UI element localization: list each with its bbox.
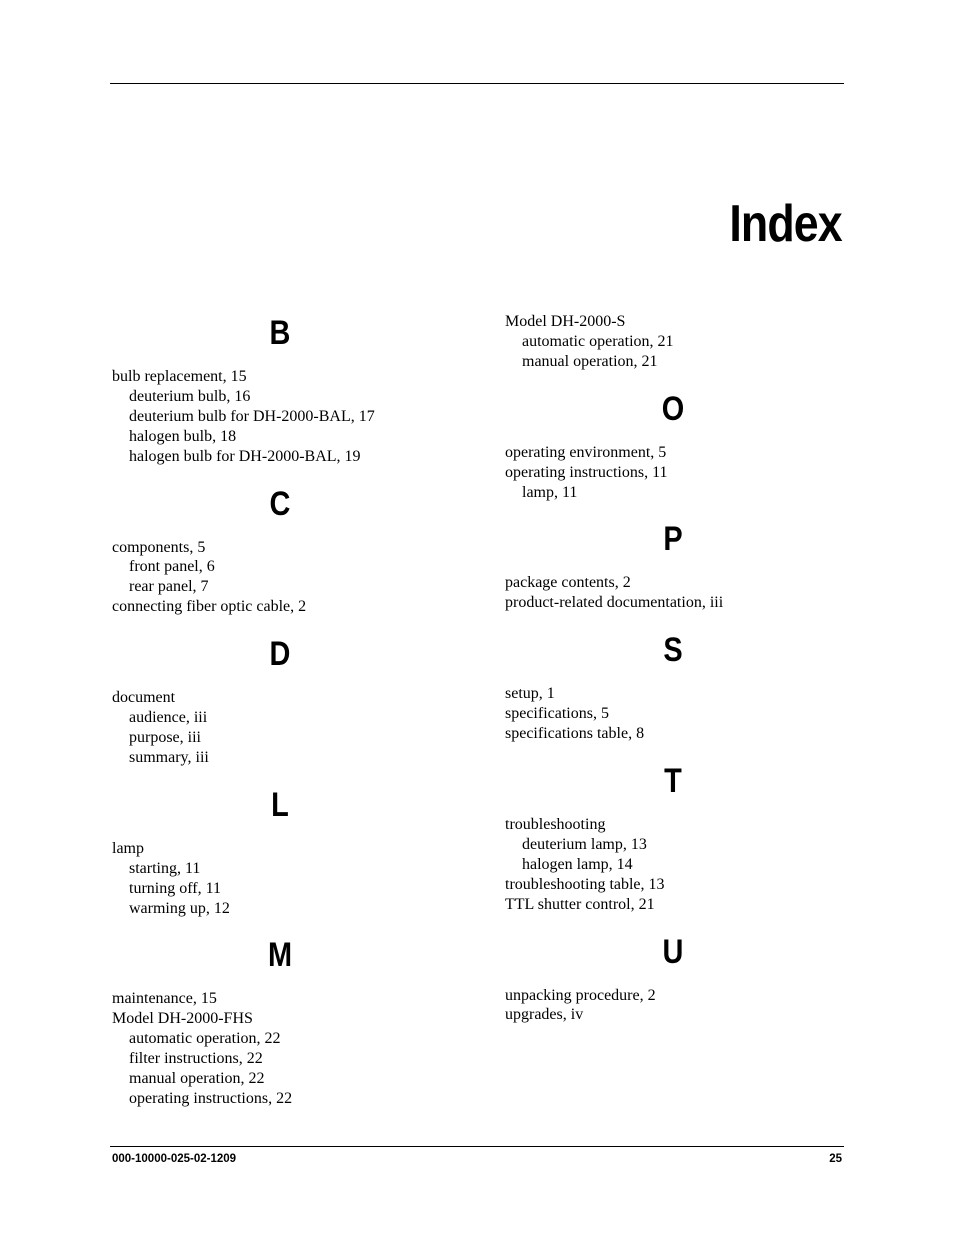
index-column-right — [505, 312, 845, 1025]
index-entry: TTL shutter control, 21 — [505, 895, 655, 913]
section-letter-heading: M — [267, 936, 293, 975]
index-entry: specifications table, 8 — [505, 725, 645, 743]
index-entry-list — [112, 839, 452, 919]
document-number: 000-10000-025-02-1209 — [112, 1153, 237, 1165]
index-entry-list — [505, 815, 845, 915]
index-subentry: manual operation, 21 — [522, 352, 658, 370]
section-letter-heading: D — [269, 635, 291, 674]
index-entry-list — [112, 688, 452, 768]
index-section — [505, 522, 845, 613]
index-entry-list — [505, 573, 845, 613]
section-letter-heading: L — [271, 785, 289, 824]
index-entry: package contents, 2 — [505, 574, 631, 592]
index-section — [112, 637, 452, 768]
index-subentry: starting, 11 — [129, 859, 201, 877]
index-subentry: audience, iii — [129, 709, 208, 727]
index-subentry: rear panel, 7 — [129, 578, 209, 596]
index-subentry: manual operation, 22 — [129, 1070, 265, 1088]
index-entry: operating environment, 5 — [505, 443, 667, 461]
footer-rule — [110, 1146, 844, 1147]
index-subentry: turning off, 11 — [129, 879, 221, 897]
index-subentry: front panel, 6 — [129, 558, 215, 576]
index-section — [505, 389, 845, 503]
index-entry-list — [505, 684, 845, 744]
index-entry: setup, 1 — [505, 685, 555, 703]
index-entry: Model DH-2000-S — [505, 313, 626, 330]
index-section — [112, 316, 452, 467]
index-entry-list — [505, 443, 845, 503]
index-subentry: deuterium lamp, 13 — [522, 835, 647, 853]
index-entry: operating instructions, 11 — [505, 463, 668, 481]
index-subentry: halogen lamp, 14 — [522, 855, 633, 873]
index-entry-list — [112, 538, 452, 618]
index-subentry: lamp, 11 — [522, 483, 578, 501]
index-subentry: filter instructions, 22 — [129, 1050, 263, 1068]
index-entry: bulb replacement, 15 — [112, 368, 247, 385]
section-letter-heading: U — [662, 932, 684, 971]
index-subentry: halogen bulb for DH-2000-BAL, 19 — [129, 447, 361, 465]
index-entry: upgrades, iv — [505, 1006, 584, 1024]
index-entry: unpacking procedure, 2 — [505, 986, 656, 1004]
index-section — [505, 932, 845, 1026]
index-entry: troubleshooting — [505, 815, 606, 833]
index-entry: product-related documentation, iii — [505, 594, 724, 612]
index-entry: document — [112, 689, 176, 707]
index-subentry: summary, iii — [129, 748, 209, 766]
index-entry-list — [505, 312, 845, 372]
index-entry: troubleshooting table, 13 — [505, 875, 665, 893]
index-subentry: purpose, iii — [129, 728, 201, 746]
index-entry: Model DH-2000-FHS — [112, 1010, 253, 1028]
index-subentry: deuterium bulb, 16 — [129, 387, 251, 405]
index-section — [505, 761, 845, 915]
index-subentry: deuterium bulb for DH-2000-BAL, 17 — [129, 407, 375, 425]
index-entry: components, 5 — [112, 538, 206, 556]
index-subentry: warming up, 12 — [129, 899, 230, 917]
index-entry-list — [112, 367, 452, 467]
index-subentry: automatic operation, 22 — [129, 1030, 281, 1048]
index-entry-list — [112, 989, 452, 1108]
index-section — [505, 633, 845, 744]
index-column-left — [112, 312, 452, 1109]
index-section — [112, 785, 452, 919]
section-letter-heading: C — [269, 484, 291, 523]
index-entry-list — [505, 986, 845, 1026]
index-subentry: automatic operation, 21 — [522, 332, 674, 350]
index-section — [112, 938, 452, 1108]
page-title: Index — [729, 195, 842, 253]
section-letter-heading: T — [664, 761, 682, 800]
index-entry: connecting fiber optic cable, 2 — [112, 598, 307, 616]
index-entry: lamp — [112, 839, 144, 857]
section-letter-heading: S — [663, 631, 683, 670]
index-subentry: operating instructions, 22 — [129, 1089, 293, 1107]
header-rule — [110, 83, 844, 84]
index-subentry: halogen bulb, 18 — [129, 427, 237, 445]
section-letter-heading: B — [269, 314, 291, 352]
index-entry: specifications, 5 — [505, 705, 609, 723]
section-letter-heading: P — [663, 520, 683, 559]
index-section — [505, 312, 845, 372]
index-section — [112, 484, 452, 618]
section-letter-heading: O — [661, 389, 685, 428]
page-number: 25 — [829, 1153, 842, 1165]
index-entry: maintenance, 15 — [112, 990, 217, 1008]
